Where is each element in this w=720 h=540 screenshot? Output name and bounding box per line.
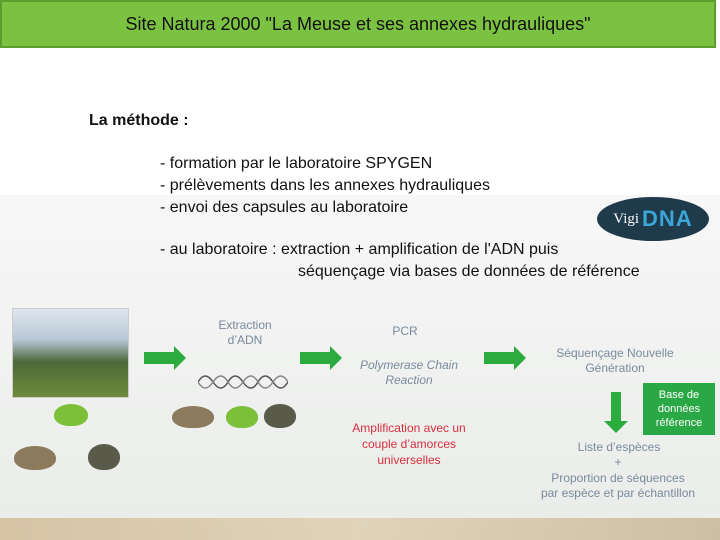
dna-helix-icon — [198, 370, 288, 394]
decorative-footer-strip — [0, 518, 720, 540]
amplification-label-line: universelles — [377, 453, 441, 467]
arrow-right-icon — [300, 352, 332, 364]
title-bar — [0, 0, 716, 48]
amplification-label-line: couple d’amorces — [361, 437, 457, 451]
logo-dna-text: DNA — [642, 206, 693, 231]
frog-brown-image — [172, 406, 214, 428]
pcr-full-label-line: Reaction — [385, 373, 433, 387]
proportion-label-line: Proportion de séquences — [551, 471, 685, 485]
sequencing-label-line: Séquençage Nouvelle — [556, 346, 674, 360]
logo-vigi-text: Vigi — [613, 210, 640, 227]
frog-brown-image — [14, 446, 56, 470]
bullet-item: - formation par le laboratoire SPYGEN — [160, 155, 433, 172]
plus-label: + — [614, 455, 622, 469]
bullet-item: - envoi des capsules au laboratoire — [160, 199, 409, 216]
proportion-label-line: par espèce et par échantillon — [540, 486, 696, 500]
pcr-full-label-line: Polymerase Chain — [359, 358, 459, 372]
river-photo — [12, 308, 129, 398]
bullet-lab — [160, 239, 640, 283]
database-box-line: données — [657, 403, 701, 415]
toad-image — [88, 444, 120, 470]
arrow-right-icon — [484, 352, 516, 364]
extraction-label — [206, 318, 284, 348]
database-box-line: Base de — [658, 389, 700, 401]
proportion-label — [530, 471, 706, 501]
sequencing-label-line: Génération — [585, 361, 645, 375]
arrow-right-icon — [144, 352, 176, 364]
pcr-full-label — [350, 358, 468, 388]
bullet-list — [160, 153, 490, 219]
section-heading: La méthode : — [89, 112, 189, 129]
extraction-label-line: d’ADN — [227, 333, 263, 347]
bullet-item: - prélèvements dans les annexes hydrauliques — [160, 177, 490, 194]
page-title: Site Natura 2000 "La Meuse et ses annexes hydrauliques" — [125, 13, 591, 34]
bullet-lab-line1: - au laboratoire : extraction + amplification de l'ADN puis — [160, 241, 559, 258]
bullet-lab-line2: séquençage via bases de données de référence — [298, 263, 640, 280]
sequencing-label — [548, 346, 682, 376]
frog-green-image — [226, 406, 258, 428]
vigidna-logo — [597, 197, 709, 241]
species-list-label: Liste d’espèces — [577, 440, 661, 454]
amplification-label-line: Amplification avec un — [352, 421, 466, 435]
frog-green-image — [54, 404, 88, 426]
pcr-label: PCR — [392, 324, 418, 338]
amplification-label — [340, 420, 478, 468]
toad-image — [264, 404, 296, 428]
database-box — [643, 383, 715, 435]
database-box-line: référence — [655, 417, 703, 429]
arrow-down-icon — [611, 392, 621, 422]
extraction-label-line: Extraction — [218, 318, 272, 332]
